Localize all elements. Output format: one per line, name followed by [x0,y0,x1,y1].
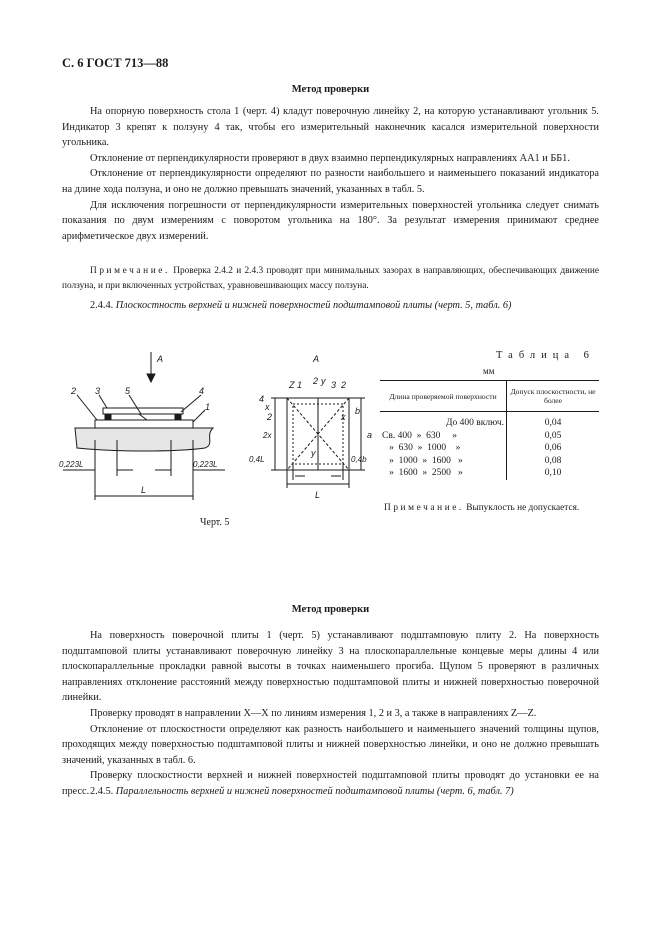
table-cell-length: » 1600 » 2500 » [380,467,507,480]
table-cell-tolerance: 0,08 [544,455,562,466]
item-number: 2.4.4. [90,300,114,311]
table-cell-tolerance: 0,10 [544,468,562,478]
table-6-note [384,501,599,516]
label-2-side: 2 [267,412,273,422]
table-6 [380,380,599,480]
item-number: 2.4.5. [90,786,114,797]
table-cell-tolerance: 0,05 [544,430,562,441]
label-z: Z [289,380,295,390]
section-title-method-2: Метод проверки [291,604,370,615]
section1-paragraph-1: На опорную поверхность стола 1 (черт. 4) кладут поверочную линейку 2, на которую устанавливают угольник 5. Индикатор 3 крепят к ползуну 4 так, чтобы его измерительный наконечник касался измерительной поверхности угольника. [62,106,599,149]
arrow-label: А [157,354,164,364]
table-cell-tolerance: 0,06 [544,443,562,453]
table-6-header-length: Длина проверяемой поверхности [380,381,507,412]
item-title: Параллельность верхней и нижней поверхностей подштамповой плиты (черт. 6, табл. 7) [115,786,514,797]
item-title: Плоскостность верхней и нижней поверхностей подштамповой плиты (черт. 5, табл. 6) [115,300,512,311]
table-row [380,442,599,455]
label-3: 3 [95,386,101,396]
table-row [380,467,599,480]
section2-paragraph-3: Отклонение от плоскостности определяют как разность наибольшего и наименьшего значений толщины щупов, проходящих между поверхностью подштамповой плиты и нижней поверхностью линейки, и оно не должно превышать значений, указанных в табл. 6. [62,723,599,766]
dim-x: x [341,412,346,422]
figure-5-drawing [55,340,375,510]
label-3-right: 3 [331,380,337,390]
label-1: 1 [205,402,211,412]
table-note-text: Выпуклость не допускается. [466,503,580,513]
label-2: 2 [71,386,77,396]
label-1-right: 1 [297,380,303,390]
label-2b-right: 2 [341,380,347,390]
figure-5-caption: Черт. 5 [200,517,230,528]
section1-note [62,264,599,293]
table-cell-length: » 1000 » 1600 » [380,455,507,468]
table-6-unit: мм [483,366,495,376]
section1-body [62,104,599,244]
section1-paragraph-3: Отклонение от перпендикулярности определяют по разности наибольшего и наименьшего показаний индикатора на длине хода ползуна, и оно не должно превышать значений, указанных в табл. 5. [62,168,599,195]
note-label: Примечание. [90,266,170,276]
table-cell-length: » 630 » 1000 » [380,442,507,455]
table-row [380,412,599,430]
label-4-right: 4 [259,394,265,404]
view-label: А [313,354,320,364]
dim-0223L-left: 0,223L [59,460,84,469]
section-title-method-1: Метод проверки [291,84,370,95]
section2-paragraph-4: Проверку плоскостности верхней и нижней поверхностей подштамповой плиты проводят до установки ее на пресс. [62,770,599,797]
label-y-top: y [321,376,326,386]
section1-paragraph-2: Отклонение от перпендикулярности проверяют в двух взаимно перпендикулярных направлениях AA1 и ББ1. [90,152,570,164]
section2-paragraph-2: Проверку проводят в направлении X—X по линиям измерения 1, 2 и 3, а также в направлениях Z—Z. [90,707,537,719]
dim-L-right: L [315,490,321,500]
section2-paragraph-1: На поверхность поверочной плиты 1 (черт. 5) устанавливают подштамповую плиту 2. На поверхность подштамповой плиты устанавливают поверочную линейку 3 на плоскопараллельные концевые меры длины 4 или плоскопараллельные прокладки равной высоты в точках наименьшего прогиба. Щупом 5 проверяют в различных направлениях отклонение расстояний между поверхностью подштамповой плиты и нижней поверхностью поверочной линейки. [62,630,599,704]
table-cell-length: Св. 400 » 630 » [380,430,507,443]
table-6-header-tolerance: Допуск плоскостности, не более [507,381,600,412]
label-5: 5 [125,386,131,396]
dim-04L: 0,4L [249,455,265,464]
table-cell-length: До 400 включ. [380,412,507,430]
table-note-label: Примечание. [384,503,464,513]
label-x-side: x [265,402,270,412]
dim-b: b [355,406,361,416]
table-6-caption: Таблица 6 [496,350,595,361]
table-row [380,455,599,468]
dim-a: a [367,430,373,440]
dim-L-left: L [141,485,147,495]
section2-body [62,628,599,800]
item-2-4-4 [62,300,599,311]
section1-paragraph-4: Для исключения погрешности от перпендикулярности измерительных поверхностей угольника следует снимать показания по двум измерениям с поворотом угольника на 180°. За результат измерения принимают среднее арифметическое двух измерений. [62,199,599,242]
table-row [380,430,599,443]
item-2-4-5 [62,786,599,797]
dim-04b: 0,4b [351,455,367,464]
dim-2x: 2x [263,431,272,440]
table-cell-tolerance: 0,04 [544,418,562,428]
dim-0223L-right: 0,223L [193,460,218,469]
dim-y: y [311,448,316,458]
label-4: 4 [199,386,205,396]
arrow-head-icon [147,374,155,382]
page-header: С. 6 ГОСТ 713—88 [62,56,169,70]
label-2-right: 2 [313,376,319,386]
note-text: Проверка 2.4.2 и 2.4.3 проводят при минимальных зазорах в направляющих, обеспечивающих движение ползуна, и при включенных устройствах, уравновешивающих массу ползуна. [62,266,599,291]
